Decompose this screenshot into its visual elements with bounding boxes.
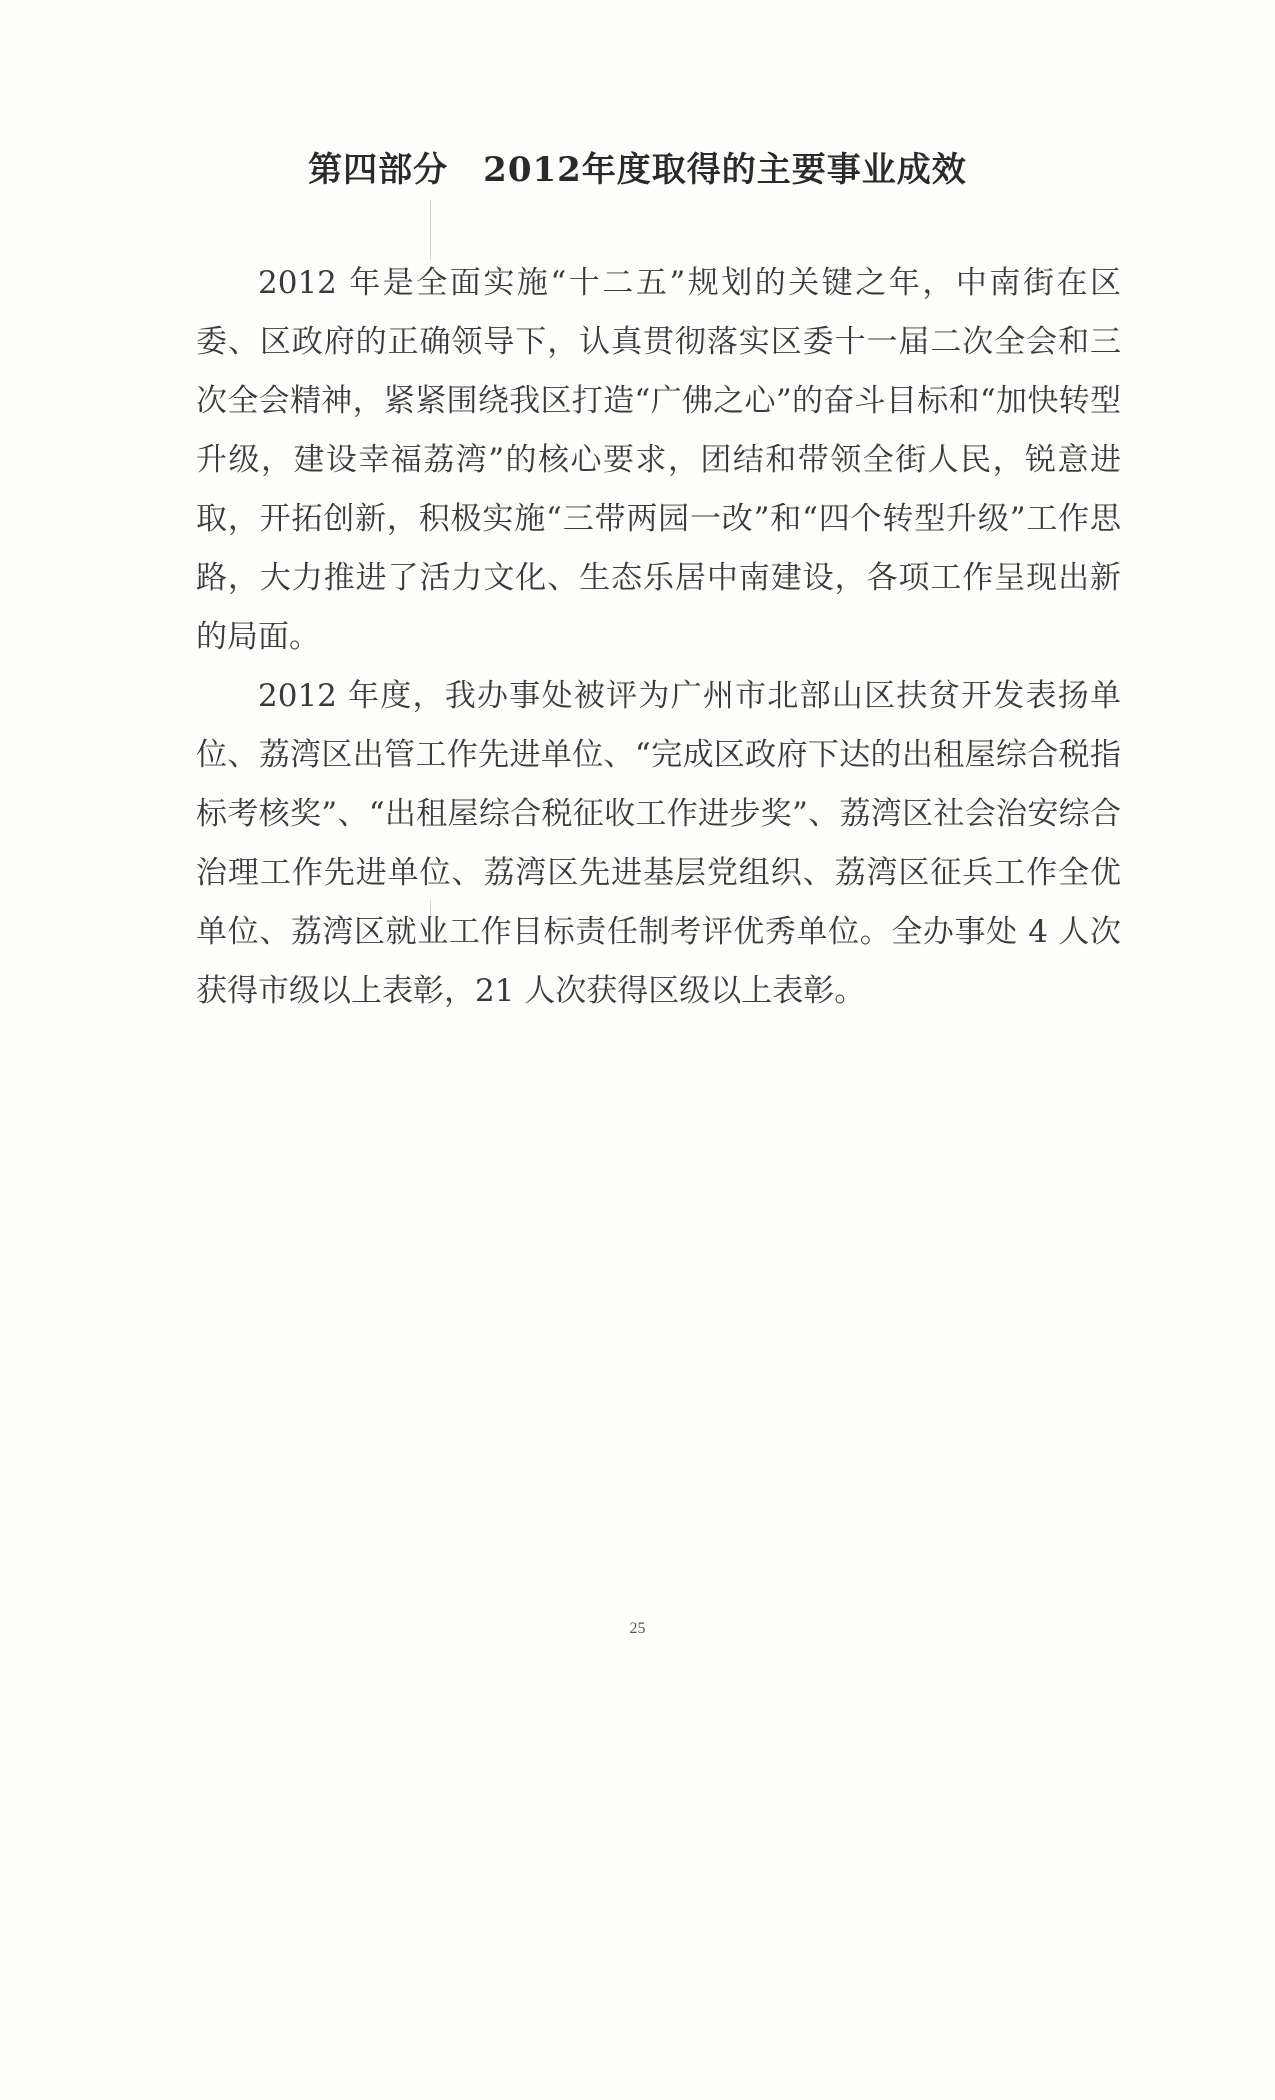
scan-artifact-line xyxy=(430,200,431,260)
paragraph-1: 2012 年是全面实施“十二五”规划的关键之年，中南街在区委、区政府的正确领导下，认真贯彻落实区委十一届二次全会和三次全会精神，紧紧围绕我区打造“广佛之心”的奋斗目标和“加快转型升级，建设幸福荔湾”的核心要求，团结和带领全街人民，锐意进取，开拓创新，积极实施“三带两园一改”和“四个转型升级”工作思路，大力推进了活力文化、生态乐居中南建设，各项工作呈现出新的局面。 xyxy=(196,265,1121,655)
section-title: 第四部分 2012年度取得的主要事业成效 xyxy=(308,150,967,190)
paragraph-2: 2012 年度，我办事处被评为广州市北部山区扶贫开发表扬单位、荔湾区出管工作先进单位、“完成区政府下达的出租屋综合税指标考核奖”、“出租屋综合税征收工作进步奖”、荔湾区社会治安综合治理工作先进单位、荔湾区先进基层党组织、荔湾区征兵工作全优单位、荔湾区就业工作目标责任制考评优秀单位。全办事处 4 人次获得市级以上表彰，21 人次获得区级以上表彰。 xyxy=(196,678,1121,1009)
page-number: 25 xyxy=(629,1620,646,1637)
body-text xyxy=(196,254,1121,1021)
